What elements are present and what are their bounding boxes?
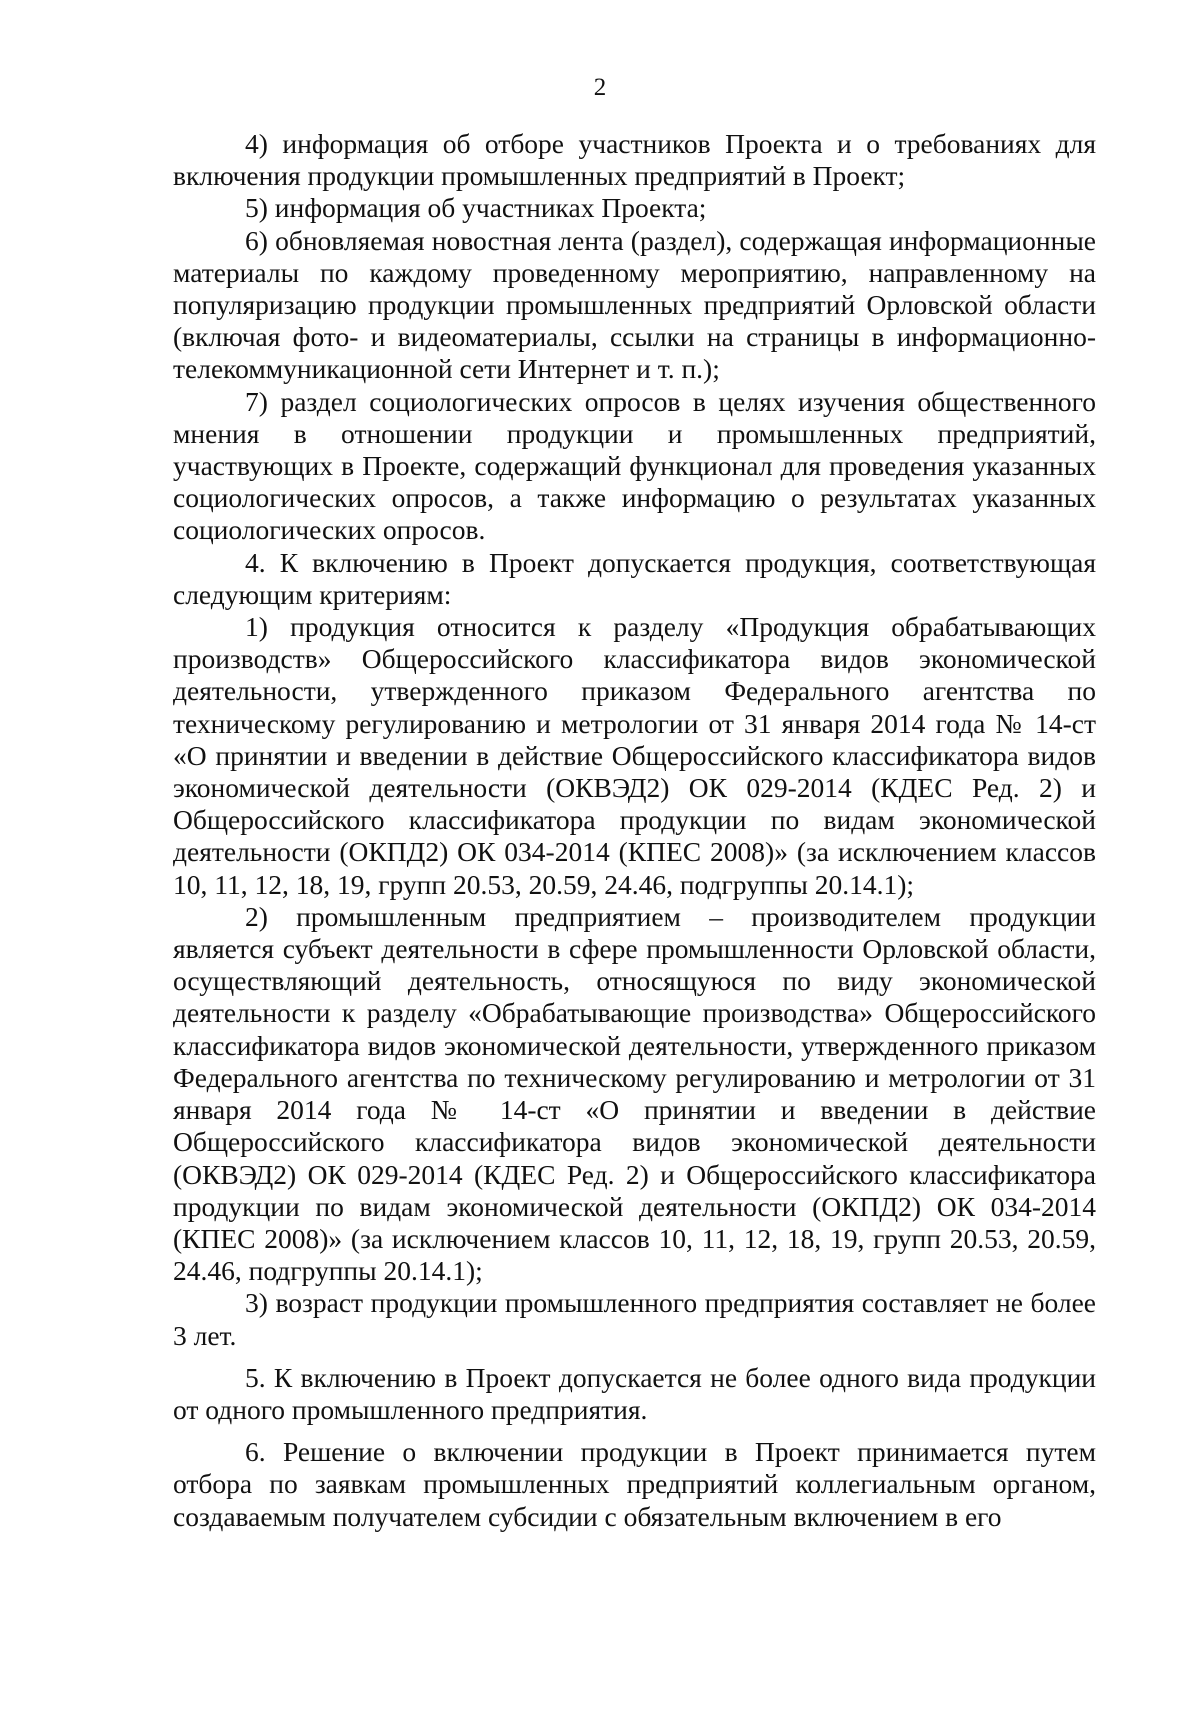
page-number: 2 <box>593 74 607 101</box>
paragraph-item-6-news-feed: 6) обновляемая новостная лента (раздел), содержащая информационные материалы по каждому проведенному мероприятию, направленному на популяризацию продукции промышленных предприятий Орловской области (включая фото- и видеоматериалы, ссылки на страницы в информационно-телекоммуникационной сети Интернет и т. п.); <box>173 224 1096 385</box>
document-body <box>173 128 1096 1533</box>
paragraph-item-5-participants: 5) информация об участниках Проекта; <box>245 192 707 224</box>
paragraph-criterion-3: 3) возраст продукции промышленного предприятия составляет не более 3 лет. <box>173 1287 1096 1351</box>
paragraph-item-7-surveys: 7) раздел социологических опросов в целях изучения общественного мнения в отношении продукции и промышленных предприятий, участвующих в Проекте, содержащий функционал для проведения указанных социологических опросов, а также информацию о результатах указанных социологических опросов. <box>173 385 1096 546</box>
paragraph-section-5: 5. К включению в Проект допускается не более одного вида продукции от одного промышленного предприятия. <box>173 1361 1096 1425</box>
paragraph-criterion-2: 2) промышленным предприятием – производителем продукции является субъект деятельности в сфере промышленности Орловской области, осуществляющий деятельность, относящуюся по виду экономической деятельности к разделу «Обрабатывающие производства» Общероссийского классификатора видов экономической деятельности, утвержденного приказом Федерального агентства по техническому регулированию и метрологии от 31 января 2014 года № 14-ст «О принятии и введении в действие Общероссийского классификатора видов экономической деятельности (ОКВЭД2) ОК 029-2014 (КДЕС Ред. 2) и Общероссийского классификатора продукции по видам экономической деятельности (ОКПД2) ОК 034-2014 (КПЕС 2008)» (за исключением классов 10, 11, 12, 18, 19, групп 20.53, 20.59, 24.46, подгруппы 20.14.1); <box>173 900 1096 1287</box>
paragraph-criterion-1: 1) продукция относится к разделу «Продукция обрабатывающих производств» Общероссийского классификатора видов экономической деятельности, утвержденного приказом Федерального агентства по техническому регулированию и метрологии от 31 января 2014 года № 14-ст «О принятии и введении в действие Общероссийского классификатора видов экономической деятельности (ОКВЭД2) ОК 029-2014 (КДЕС Ред. 2) и Общероссийского классификатора продукции по видам экономической деятельности (ОКПД2) ОК 034-2014 (КПЕС 2008)» (за исключением классов 10, 11, 12, 18, 19, групп 20.53, 20.59, 24.46, подгруппы 20.14.1); <box>173 611 1096 900</box>
paragraph-section-4-criteria: 4. К включению в Проект допускается продукция, соответствующая следующим критериям: <box>173 546 1096 610</box>
paragraph-section-6: 6. Решение о включении продукции в Проект принимается путем отбора по заявкам промышленных предприятий коллегиальным органом, создаваемым получателем субсидии с обязательным включением в его <box>173 1436 1096 1532</box>
paragraph-item-4-info-selection: 4) информация об отборе участников Проекта и о требованиях для включения продукции промышленных предприятий в Проект; <box>173 128 1096 192</box>
